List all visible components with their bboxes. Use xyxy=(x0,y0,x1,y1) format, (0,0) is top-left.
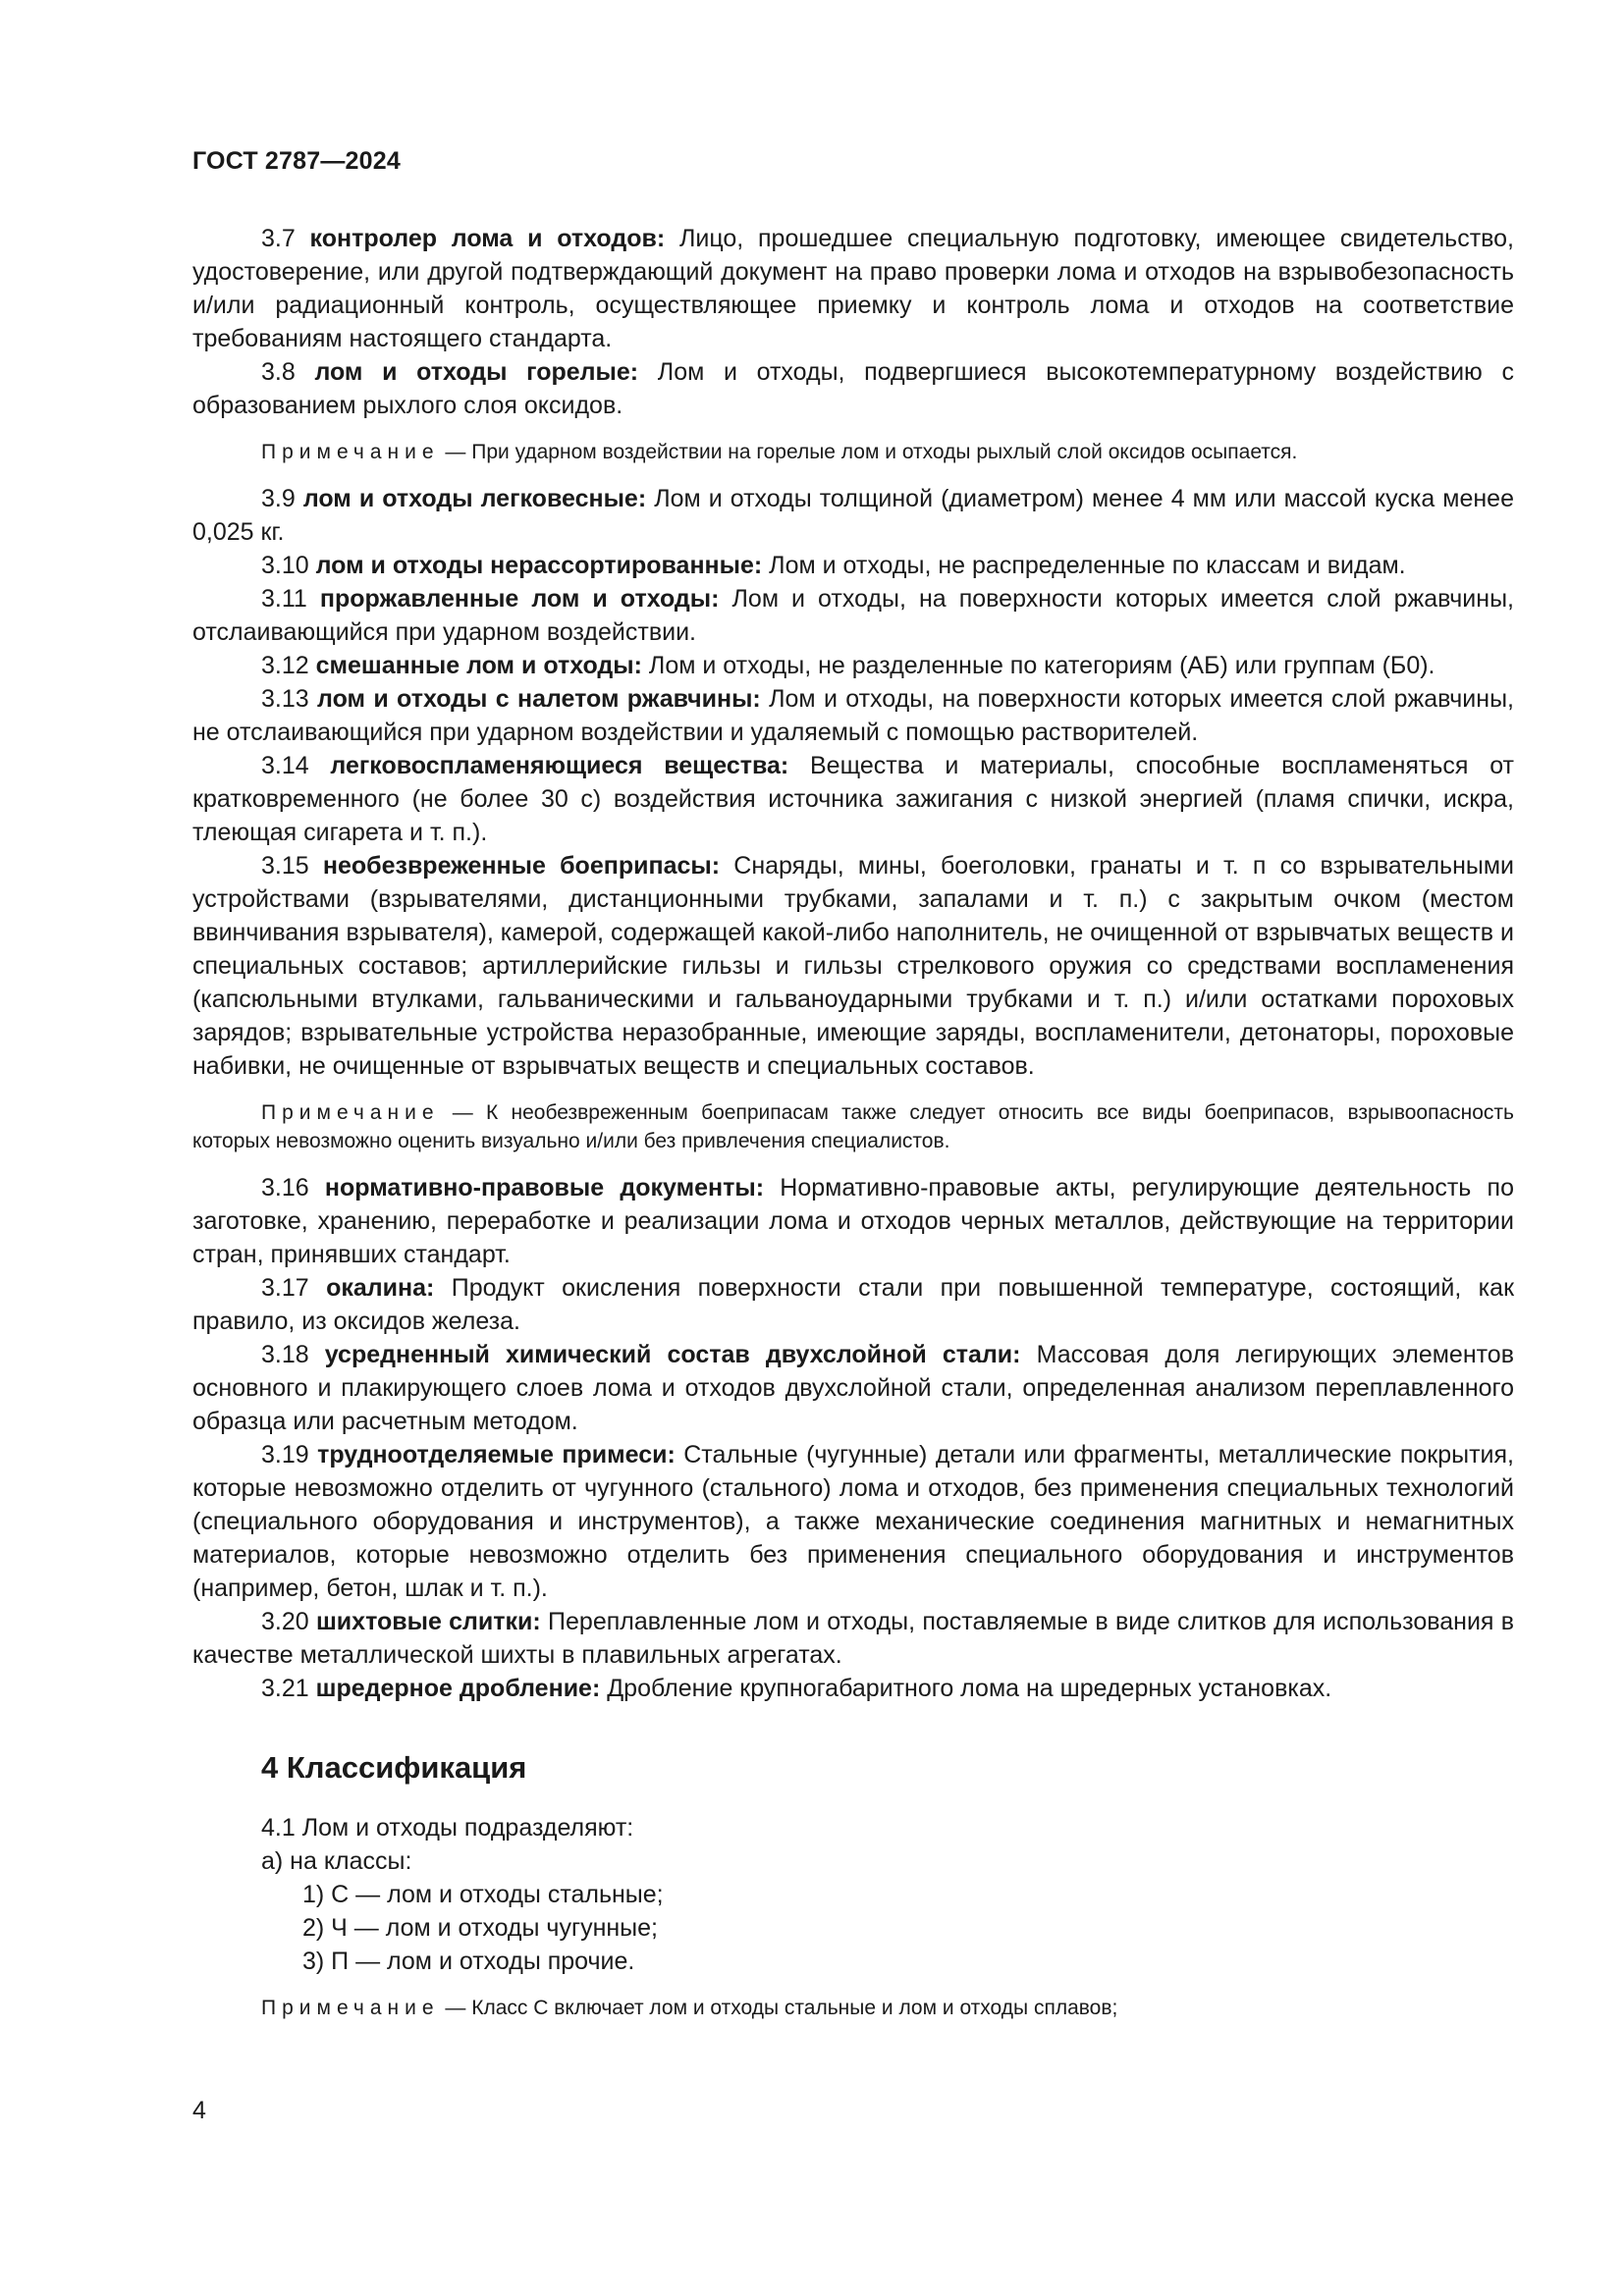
page-content xyxy=(192,222,1514,2038)
term-3-21: 3.21 шредерное дробление: Дробление крупногабаритного лома на шредерных установках. xyxy=(261,1675,1332,1702)
term-3-10: 3.10 лом и отходы нерассортированные: Лом и отходы, не распределенные по классам и видам. xyxy=(261,552,1406,579)
term-3-18: 3.18 усредненный химический состав двухслойной стали: Массовая доля легирующих элементов основного и плакирующего слоев лома и отходов двухслойной стали, определенная анализом переплавленного образца или расчетным методом. xyxy=(192,1341,1514,1435)
note-4-1: Примечание — Класс С включает лом и отходы стальные и лом и отходы сплавов; xyxy=(261,1997,1118,2019)
list-item: 1) С — лом и отходы стальные; xyxy=(302,1881,664,1908)
term-3-7: 3.7 контролер лома и отходов: Лицо, прошедшее специальную подготовку, имеющее свидетельство, удостоверение, или другой подтверждающий документ на право проверки лома и отходов на взрывобезопасность и/или радиационный контроль, осуществляющее приемку и контроль лома и отходов на соответствие требованиям настоящего стандарта. xyxy=(192,225,1514,352)
list-item: 3) П — лом и отходы прочие. xyxy=(302,1948,635,1975)
term-3-12: 3.12 смешанные лом и отходы: Лом и отходы, не разделенные по категориям (АБ) или группам (Б0). xyxy=(261,652,1435,679)
term-3-19: 3.19 трудноотделяемые примеси: Стальные (чугунные) детали или фрагменты, металлические покрытия, которые невозможно отделить от чугунного (стального) лома и отходов, без применения специальных технологий (специального оборудования и инструментов), а также механические соединения магнитных и немагнитных материалов, которые невозможно отделить без применения специального оборудования и инструментов (например, бетон, шлак и т. п.). xyxy=(192,1441,1515,1602)
note-3-15: Примечание — К необезвреженным боеприпасам также следует относить все виды боеприпасов, взрывоопасность которых невозможно оценить визуально и/или без привлечения специалистов. xyxy=(192,1101,1514,1152)
note-3-8: Примечание — При ударном воздействии на горелые лом и отходы рыхлый слой оксидов осыпается. xyxy=(261,441,1298,463)
page-number: 4 xyxy=(192,2097,206,2124)
list-item: 2) Ч — лом и отходы чугунные; xyxy=(302,1914,658,1942)
term-3-8: 3.8 лом и отходы горелые: Лом и отходы, подвергшиеся высокотемпературному воздействию с образованием рыхлого слоя оксидов. xyxy=(192,358,1514,419)
term-3-16: 3.16 нормативно-правовые документы: Нормативно-правовые акты, регулирующие деятельность по заготовке, хранению, переработке и реализации лома и отходов черных металлов, действующие на территории стран, принявших стандарт. xyxy=(192,1174,1514,1268)
term-3-15: 3.15 необезвреженные боеприпасы: Снаряды, мины, боеголовки, гранаты и т. п со взрывательными устройствами (взрывателями, дистанционными трубками, запалами и т. п.) с закрытым очком (местом ввинчивания взрывателя), камерой, содержащей какой-либо наполнитель, не очищенной от взрывчатых веществ и специальных составов; артиллерийские гильзы и гильзы стрелкового оружия со средствами воспламенения (капсюльными втулками, гальваническими и гальваноударными трубками и т. п.) и/или остатками пороховых зарядов; взрывательные устройства неразобранные, имеющие заряды, воспламенители, детонаторы, пороховые набивки, не очищенные от взрывчатых веществ и специальных составов. xyxy=(192,852,1514,1080)
document-header: ГОСТ 2787—2024 xyxy=(192,147,401,175)
term-3-13: 3.13 лом и отходы с налетом ржавчины: Лом и отходы, на поверхности которых имеется слой ржавчины, не отслаивающийся при ударном воздействии и удаляемый с помощью растворителей. xyxy=(192,685,1514,746)
term-3-11: 3.11 проржавленные лом и отходы: Лом и отходы, на поверхности которых имеется слой ржавчины, отслаивающийся при ударном воздействии. xyxy=(192,585,1514,646)
term-3-9: 3.9 лом и отходы легковесные: Лом и отходы толщиной (диаметром) менее 4 мм или массой куска менее 0,025 кг. xyxy=(192,485,1514,546)
term-3-14: 3.14 легковоспламеняющиеся вещества: Вещества и материалы, способные воспламеняться от кратковременного (не более 30 с) воздействия источника зажигания с низкой энергией (пламя спички, искра, тлеющая сигарета и т. п.). xyxy=(192,752,1514,846)
clause-4-1: 4.1 Лом и отходы подразделяют: xyxy=(261,1814,634,1842)
section-heading: 4 Классификация xyxy=(261,1750,527,1785)
term-3-17: 3.17 окалина: Продукт окисления поверхности стали при повышенной температуре, состоящий, как правило, из оксидов железа. xyxy=(192,1274,1515,1335)
term-3-20: 3.20 шихтовые слитки: Переплавленные лом и отходы, поставляемые в виде слитков для использования в качестве металлической шихты в плавильных агрегатах. xyxy=(192,1608,1514,1669)
sub-item-a: а) на классы: xyxy=(261,1847,412,1875)
